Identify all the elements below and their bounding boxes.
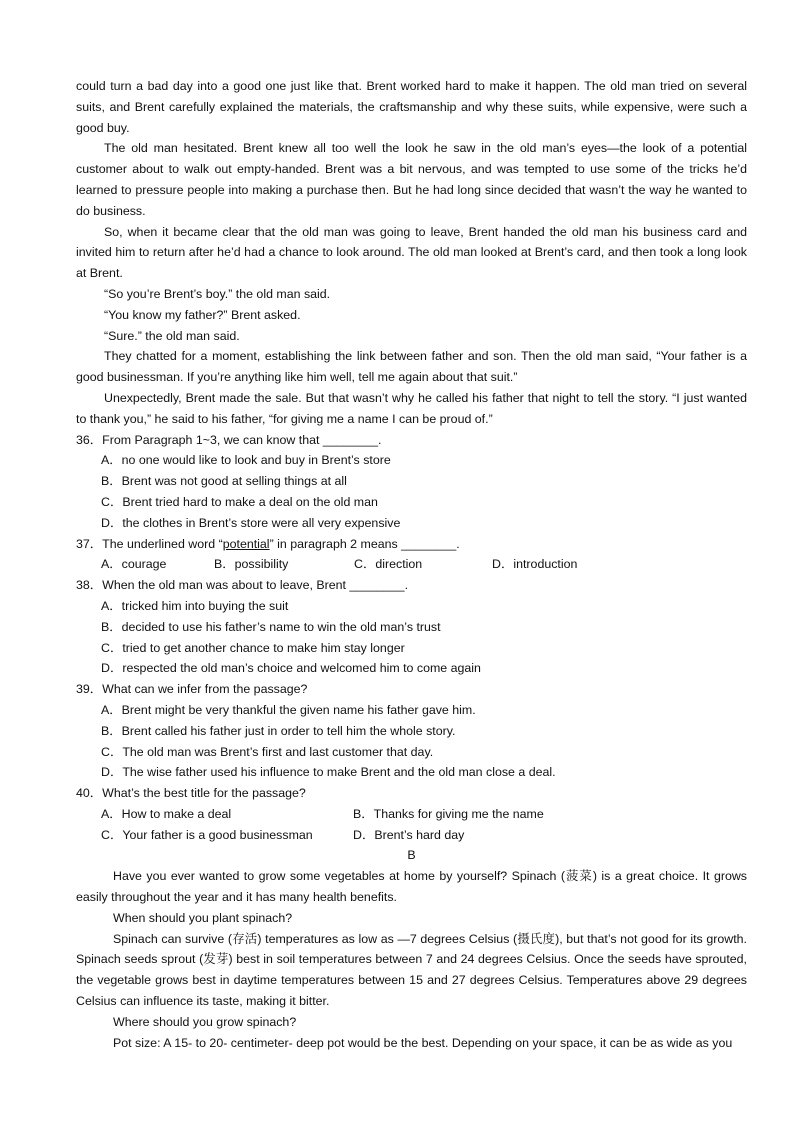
question-36 (76, 430, 747, 534)
passage-b-paragraph-2: Spinach can survive (存活) temperatures as low as —7 degrees Celsius (摄氏度), but that’s not good for its growth. Spinach seeds sprout (发芽) best in soil temperatures between 7 and 24 degrees Celsius. Once the seeds have sprouted, the vegetable grows best in daytime temperatures between 15 and 27 degrees Celsius. Temperatures above 29 degrees Celsius can influence its taste, making it bitter. (76, 931, 747, 1009)
passage-b-heading-2: Where should you grow spinach? (113, 1014, 297, 1029)
option-b: B．Brent was not good at selling things at all (101, 474, 347, 489)
question-37 (76, 534, 747, 576)
question-stem (76, 534, 747, 555)
passage-a-paragraph-5: Unexpectedly, Brent made the sale. But that wasn’t why he called his father that night to tell the story. “I just wanted to thank you,” he said to his father, “for giving me a name I can be proud of.” (76, 390, 747, 426)
option-d: D．the clothes in Brent’s store were all very expensive (101, 515, 401, 530)
dialogue-line-3: “Sure.” the old man said. (104, 328, 240, 343)
option-c: C．Your father is a good businessman (101, 827, 313, 842)
option-d: D．respected the old man’s choice and welcomed him to come again (101, 661, 481, 676)
passage-a-paragraph-2: The old man hesitated. Brent knew all too well the look he saw in the old man’s eyes—the look of a potential customer about to walk out empty-handed. Brent was a bit nervous, and was tempted to use some of the tricks he’d learned to pressure people into making a purchase then. But he had long since decided that wasn’t the way he wanted to do business. (76, 141, 747, 218)
options-row (76, 825, 747, 846)
option-a: A．courage (101, 557, 167, 572)
section-label-b: B (407, 848, 416, 863)
stem-text: ” in paragraph 2 means ________. (269, 536, 460, 551)
option-b: B．Brent called his father just in order to tell him the whole story. (101, 723, 456, 738)
underlined-word: potential (222, 536, 270, 551)
passage-b-heading-1: When should you plant spinach? (113, 910, 293, 925)
option-a: A．How to make a deal (101, 806, 232, 821)
question-stem: 38．When the old man was about to leave, Brent ________. (76, 578, 409, 593)
option-d: D．Brent’s hard day (353, 827, 465, 842)
option-c: C．The old man was Brent’s first and last customer that day. (101, 744, 434, 759)
option-d: D．The wise father used his influence to make Brent and the old man close a deal. (101, 765, 556, 780)
option-d: D．introduction (492, 557, 578, 572)
question-40 (76, 783, 747, 845)
options-row (76, 804, 747, 825)
question-39 (76, 679, 747, 783)
passage-a-paragraph-1: could turn a bad day into a good one just like that. Brent worked hard to make it happen. The old man tried on several suits, and Brent carefully explained the materials, the craftsmanship and why these suits, while expensive, were such a good buy. (76, 79, 747, 135)
passage-b-paragraph-1: Have you ever wanted to grow some vegetables at home by yourself? Spinach (菠菜) is a great choice. It grows easily throughout the year and it has many health benefits. (76, 869, 747, 905)
option-a: A．no one would like to look and buy in Brent’s store (101, 453, 391, 468)
dialogue-line-1: “So you’re Brent’s boy.” the old man said. (104, 286, 331, 301)
dialogue-line-2: “You know my father?” Brent asked. (104, 307, 301, 322)
options-row (76, 554, 747, 575)
option-a: A．tricked him into buying the suit (101, 598, 289, 613)
passage-a-paragraph-3: So, when it became clear that the old man was going to leave, Brent handed the old man his business card and invited him to return after he’d had a chance to look around. The old man looked at Brent’s card, and then took a long look at Brent. (76, 224, 747, 281)
option-c: C．direction (354, 557, 423, 572)
option-c: C．tried to get another chance to make him stay longer (101, 640, 405, 655)
option-b: B．decided to use his father’s name to win the old man’s trust (101, 619, 441, 634)
question-stem: 36．From Paragraph 1~3, we can know that ________. (76, 432, 382, 447)
stem-text: 37．The underlined word “ (76, 536, 223, 551)
exam-page (76, 76, 747, 1053)
passage-a-paragraph-4: They chatted for a moment, establishing the link between father and son. Then the old man said, “Your father is a good businessman. If you’re anything like him well, tell me again about that suit.” (76, 349, 747, 385)
question-stem: 39．What can we infer from the passage? (76, 682, 308, 697)
question-stem: 40．What’s the best title for the passage? (76, 786, 306, 801)
option-a: A．Brent might be very thankful the given name his father gave him. (101, 702, 476, 717)
option-b: B．Thanks for giving me the name (353, 806, 544, 821)
option-c: C．Brent tried hard to make a deal on the old man (101, 494, 378, 509)
option-b: B．possibility (214, 557, 289, 572)
question-38 (76, 575, 747, 679)
passage-b-paragraph-3: Pot size: A 15- to 20- centimeter- deep pot would be the best. Depending on your space, it can be as wide as you (113, 1035, 733, 1050)
